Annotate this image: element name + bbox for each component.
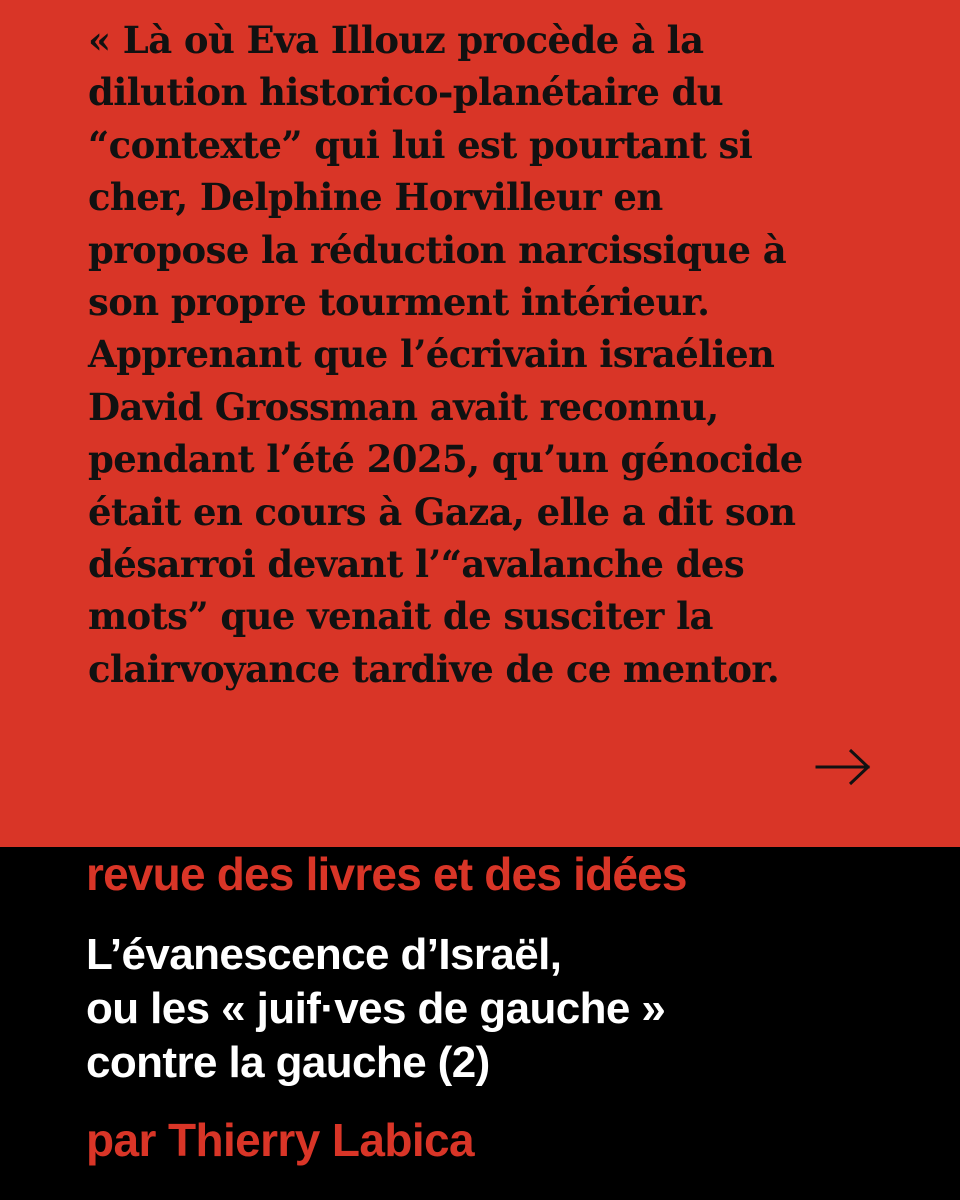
pull-quote bbox=[88, 14, 888, 695]
article-title bbox=[86, 928, 665, 1090]
quote-line: cher, Delphine Horvilleur en bbox=[88, 175, 663, 220]
title-line: L’évanescence d’Israël, bbox=[86, 930, 562, 979]
quote-line: “contexte” qui lui est pourtant si bbox=[88, 122, 753, 167]
quote-line: était en cours à Gaza, elle a dit son bbox=[88, 489, 796, 534]
quote-line: clairvoyance tardive de ce mentor. bbox=[88, 646, 780, 691]
quote-line: « Là où Eva Illouz procède à la bbox=[88, 18, 704, 62]
author-byline: par Thierry Labica bbox=[86, 1114, 475, 1166]
arrow-right-icon[interactable] bbox=[812, 742, 876, 792]
quote-line: son propre tourment intérieur. bbox=[88, 280, 710, 325]
magazine-name: revue des livres et des idées bbox=[86, 848, 687, 900]
quote-line: pendant l’été 2025, qu’un génocide bbox=[88, 437, 803, 482]
quote-line: dilution historico-planétaire du bbox=[88, 70, 724, 115]
quote-line: propose la réduction narcissique à bbox=[88, 227, 787, 272]
title-line: ou les « juif·ves de gauche » bbox=[86, 984, 666, 1033]
quote-line: désarroi devant l’“avalanche des bbox=[88, 542, 745, 587]
title-line: contre la gauche (2) bbox=[86, 1038, 490, 1087]
quote-line: David Grossman avait reconnu, bbox=[88, 384, 719, 429]
quote-line: mots” que venait de susciter la bbox=[88, 594, 713, 639]
quote-line: Apprenant que l’écrivain israélien bbox=[88, 332, 775, 377]
